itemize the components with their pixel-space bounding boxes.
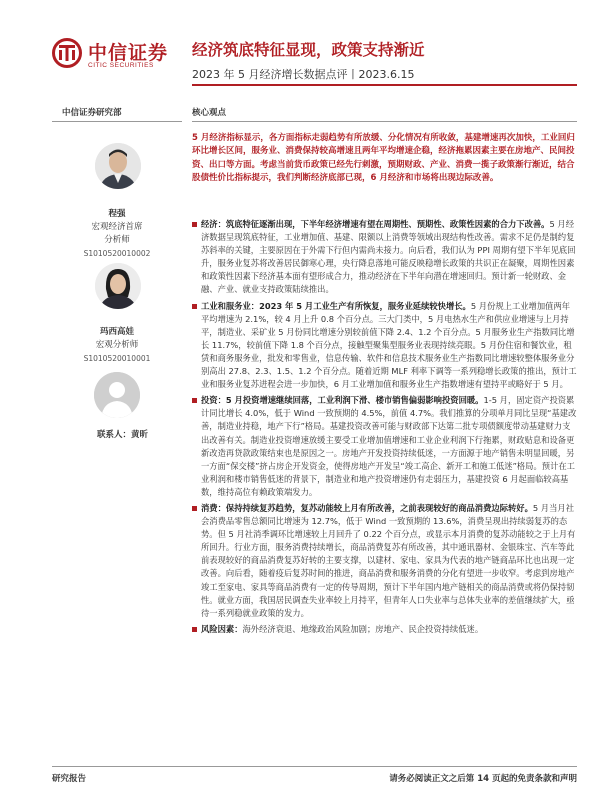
analyst-card — [57, 208, 177, 260]
analyst-photo — [95, 263, 141, 309]
analyst-cert-code: S1010520010002 — [83, 249, 151, 258]
section-heading: 经济：筑底特征逐渐出现，下半年经济增速有望在周期性、预期性、政策性因素的合力下改善。 — [201, 219, 550, 229]
section-body: 5 月经济数据呈现筑底特征，工业增加值、基建、限额以上消费等领域出现结构性改善。需求不足仍是制约复苏斜率的关键，主要原因在于外需下行但内需尚未接力。向后看，我们认为 PPI 周期有望下半年见底回升，服务业复苏将改善居民御寒心理，央行降息落地可能反映稳增长政策的共识正在凝聚，周期性因素和政策性因素下经济基本面有望形成合力，推动经济在下半年向潜在增速回归。预计新一轮财政、金融、产业、就业支持政策陆续推出。 — [201, 219, 576, 295]
section-body: 5 月份规上工业增加值两年平均增速为 2.1%，较 4 月上升 0.8 个百分点。三大门类中，5 月电热水生产和供应业增速与上月持平，制造业、采矿业 5 月份同比增速分别较前值下降 2.4、1.2 个百分点。5 月服务业生产指数同比增长 11.7%，较前值下降 1.8 个百分点，接触型聚集型服务业表现持续亮眼。5 月份住宿和餐饮业，租赁和商务服务业，批发和零售业，信息传输、软件和信息技术服务业生产指数同比增速较整体服务业分别高出 27.8、2.3、1.5、1.2 个百分点。随着近期 MLF 利率下调等一系列稳增长政策的推出，预计工业和服务业复苏进程会进一步加快，6 月工业增加值和服务业生产指数增速有望持平或略好于 5 月。 — [201, 300, 577, 390]
core-views-label: 核心观点 — [192, 108, 227, 118]
analyst-name: 玛西高娃 — [99, 327, 134, 337]
analyst-cert-code: S1010520010001 — [83, 354, 151, 363]
report-header — [0, 0, 600, 92]
report-subtitle: 2023 年 5 月经济增长数据点评丨2023.6.15 — [192, 68, 415, 81]
section-heading: 风险因素： — [201, 623, 243, 634]
section-consumption — [192, 502, 577, 620]
section-body: 5 月当月社会消费品零售总额同比增速为 12.7%，低于 Wind 一致预期的 13.6%，消费呈现出持续弱复苏的态势。但 5 月社消季调环比增速较上月回升了 0.22 个百分点，或显示本月消费的复苏动能较之于上月有所回升。行业方面，服务消费持续增长，商品消费复苏有所改善，其中通讯器材、金银珠宝、汽车等此前表现较好的商品消费复苏好转的主要支撑，以建材、家电、家具为代表的地产链商品环比也出现一定改善。向后看，随着疫后复苏时间的推进，商品消费和服务消费的分化有望进一步收窄。考虑到房地产竣工至家电、家具等商品消费有一定的传导周期，预计下半年国内地产链相关的商品消费或将仍保持韧性。就业方面，我国居民调查失业率较上月持平，但青年人口失业率与总体失业率的差值继续扩大，亟待一系列稳就业政策的发力。 — [201, 502, 576, 618]
contact-person: 联系人：黄昕 — [97, 430, 149, 440]
analyst-name: 程强 — [108, 209, 126, 219]
analyst-card — [57, 326, 177, 365]
analyst-title: 宏观分析师 — [95, 340, 139, 350]
analyst-title: 分析师 — [104, 235, 130, 245]
main-divider — [192, 121, 577, 122]
citic-logo-icon — [52, 38, 82, 68]
analyst-title: 宏观经济首席 — [91, 222, 143, 232]
section-industry-services — [192, 300, 577, 392]
section-risks — [192, 623, 577, 636]
footer-doc-type: 研究报告 — [52, 774, 87, 784]
contact-photo — [94, 372, 140, 418]
section-heading: 消费：保持持续复苏趋势，复苏动能较上月有所改善，之前表现较好的商品消费边际转好。 — [201, 502, 533, 513]
logo-name-en: CITIC SECURITIES — [88, 62, 154, 69]
analysis-sections — [192, 218, 577, 639]
footer-disclaimer: 请务必阅读正文之后第 14 页起的免责条款和声明 — [389, 774, 577, 784]
section-investment — [192, 394, 577, 499]
section-heading: 投资：5 月投资增速继续回落，工业利润下滑、楼市销售偏弱影响投资回暖。 — [201, 395, 484, 406]
left-divider — [52, 121, 182, 122]
report-title: 经济筑底特征显现，政策支持渐近 — [192, 41, 425, 59]
logo-name-cn: 中信证券 — [88, 42, 169, 64]
analyst-photo — [95, 143, 141, 189]
footer-divider — [52, 766, 577, 767]
department-label: 中信证券研究部 — [62, 108, 122, 118]
summary-paragraph: 5 月经济指标显示，各方面指标走弱趋势有所放缓、分化情况有所收敛，基建增速再次加快，工业回归环比增长区间，服务业、消费保持较高增速且两年平均增速企稳，经济拖累因素主要在房地产、民间投资、出口等方面。考虑当前货币政策已经先行刺激，预期财政、产业、消费一揽子政策渐行渐近，结合股债性价比指标提示，我们判断经济底部已现，6 月经济和市场将出现边际改善。 — [192, 133, 575, 184]
title-divider — [192, 84, 577, 86]
section-economy — [192, 218, 577, 297]
section-body: 1-5 月，固定资产投资累计同比增长 4.0%，低于 Wind 一致预期的 4.5%，前值 4.7%。我们推算的分项单月同比呈现“基建改善，制造业持稳，地产下行”格局。基建投资改善可能与财政部下达第二批专项债额度带动基建财力支出改善有关。制造业投资增速放缓主要受工业增加值增速和工业企业利润下行拖累，财政贴息和设备更新改造再贷款政策结束也是原因之一。房地产开发投资持续低迷，一方面源于地产销售未明显回暖，另一方面“保交楼”挤占房企开发资金，使得房地产开发呈“竣工高企、新开工和施工低迷”格局。预计在工业利润和楼市销售低迷的背景下，制造业和地产投资增速仍有走弱压力，基建投资 6 月起面临较高基数，维持高位有赖政策端发力。 — [201, 395, 577, 497]
section-body: 海外经济衰退、地缘政治风险加剧；房地产、民企投资持续低迷。 — [242, 623, 484, 634]
section-heading: 工业和服务业：2023 年 5 月工业生产有所恢复，服务业延续较快增长。 — [201, 300, 471, 311]
